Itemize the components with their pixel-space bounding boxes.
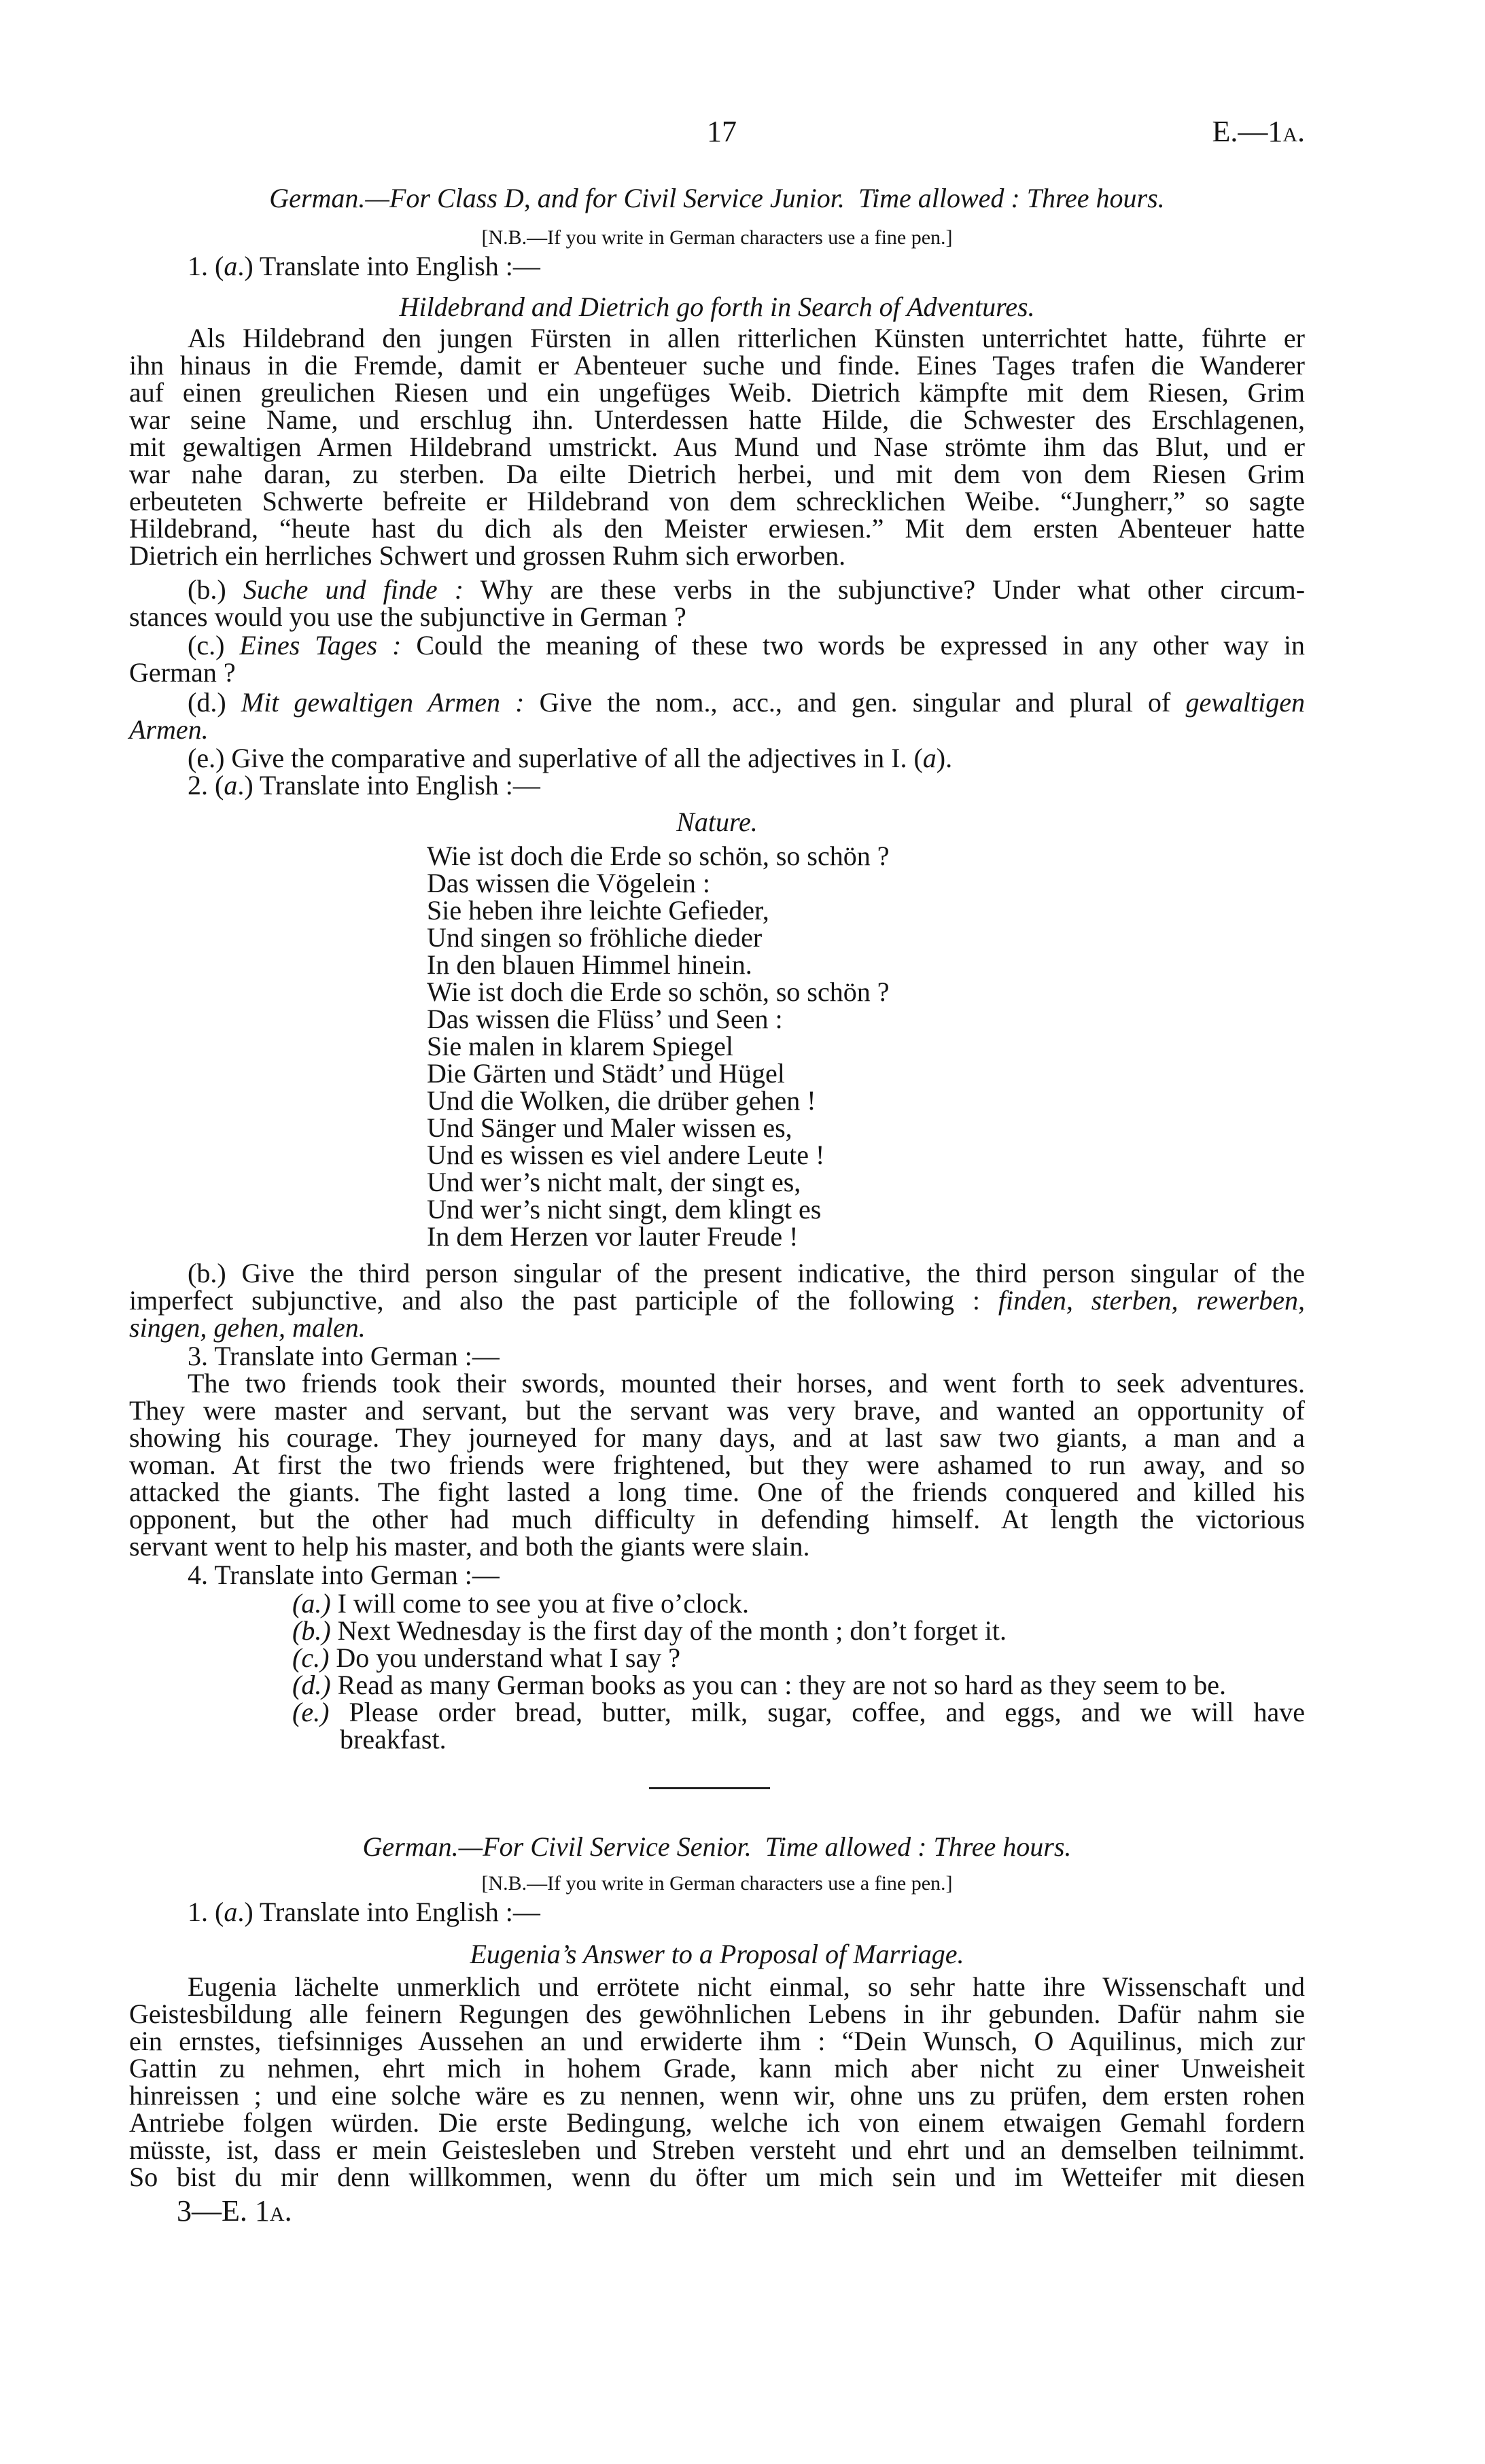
senior-passage-line: hinreissen ; und eine solche wäre es zu nennen, wenn wir, ohne uns zu prüfen, dem ersten rohen [129, 2080, 1305, 2111]
poem-line: Und wer’s nicht malt, der singt es, [427, 1167, 801, 1197]
senior-dash: — [458, 1831, 483, 1862]
poem-line: Sie malen in klarem Spiegel [427, 1031, 733, 1061]
junior-q1a-text: .) Translate into English :— [237, 251, 540, 281]
junior-class: For Class D, and for Civil Service Junior. [389, 183, 845, 213]
junior-q1c [188, 632, 1305, 659]
junior-q1e-letter: a [922, 743, 937, 773]
junior-q3-line: woman. At first the two friends were frightened, but they were ashamed to run away, and so [129, 1449, 1305, 1480]
senior-time-allowed: Time allowed : Three hours. [765, 1831, 1072, 1862]
junior-q1d-cont: Armen. [129, 714, 209, 745]
printer-signature [177, 2194, 292, 2228]
junior-q1e-text: Give the comparative and superlative of all the adjectives in I. ( [231, 743, 923, 773]
junior-q4-item-text: Read as many German books as you can : they are not so hard as they seem to be. [337, 1670, 1227, 1700]
junior-passage-line: war nahe daran, zu sterben. Da eilte Dietrich herbei, und mit dem von dem Riesen Grim [129, 459, 1305, 489]
junior-q2a-letter: a [224, 770, 238, 800]
junior-q4-item-label: (e.) [292, 1697, 330, 1727]
junior-q3-line: The two friends took their swords, mounted their horses, and went forth to seek adventures. [188, 1368, 1305, 1398]
senior-passage-line: Gattin zu nehmen, ehrt mich in hohem Grade, kann mich aber nicht zu einer Unweisheit [129, 2053, 1305, 2083]
page-reference-text: E.—1 [1212, 115, 1283, 148]
junior-q1d [188, 689, 1305, 716]
junior-q1b-cont: stances would you use the subjunctive in German ? [129, 601, 686, 632]
junior-q2a-text: .) Translate into English :— [237, 770, 540, 800]
junior-passage-line: Dietrich ein herrliches Schwert und grossen Ruhm sich erworben. [129, 540, 846, 571]
junior-q4-item [292, 1617, 1007, 1644]
junior-q3-heading: 3. Translate into German :— [188, 1341, 500, 1371]
junior-q1b [188, 576, 1305, 603]
poem-line: Und singen so fröhliche dieder [427, 922, 763, 953]
junior-q4-item [292, 1644, 680, 1672]
junior-q1b-label: (b.) [188, 574, 226, 605]
printer-signature-text: 3—E. 1 [177, 2194, 270, 2228]
printer-signature-end: . [284, 2194, 292, 2228]
junior-q2b-line2-italic: finden, sterben, rewerben, [998, 1285, 1306, 1316]
junior-q4-item-label: (d.) [292, 1670, 331, 1700]
poem-line: Das wissen die Flüss’ und Seen : [427, 1004, 783, 1034]
senior-passage-line: Antriebe folgen würden. Die erste Bedingung, welche ich von einem etwaigen Gemahl fordern [129, 2107, 1305, 2138]
poem-line: In dem Herzen vor lauter Freude ! [427, 1221, 799, 1252]
senior-exam-heading [129, 1833, 1305, 1861]
junior-q2a [188, 772, 540, 799]
junior-q4-heading: 4. Translate into German :— [188, 1560, 500, 1590]
senior-class: For Civil Service Senior. [483, 1831, 752, 1862]
junior-q1b-text: Why are these verbs in the subjunctive? Under what other circum- [480, 574, 1306, 605]
senior-passage-line: müsste, ist, dass er mein Geistesleben und Streben versteht und ehrt und an demselben teilnimmt. [129, 2134, 1305, 2165]
page-reference-suffix: A [1282, 124, 1297, 146]
poem-line: In den blauen Himmel hinein. [427, 949, 752, 980]
junior-q1e [188, 745, 952, 772]
junior-passage-title: Hildebrand and Dietrich go forth in Search of Adventures. [399, 292, 1035, 322]
junior-q4e-cont: breakfast. [340, 1724, 447, 1755]
junior-passage-line: auf einen greulichen Riesen und ein ungefüges Weib. Dietrich kämpfte mit dem Riesen, Grim [129, 377, 1305, 408]
poem-line: Und es wissen es viel andere Leute ! [427, 1140, 825, 1170]
senior-passage-line: ein ernstes, tiefsinniges Aussehen an und erwiderte ihm : “Dein Wunsch, O Aquilinus, mich zur [129, 2026, 1305, 2056]
junior-q4-item [292, 1672, 1226, 1699]
senior-nb-note: [N.B.—If you write in German characters use a fine pen.] [481, 1872, 953, 1895]
junior-q1b-italic: Suche und finde : [243, 574, 464, 605]
senior-q1a-num: 1. ( [188, 1897, 224, 1927]
junior-q4-item [292, 1699, 1305, 1726]
poem-line: Und wer’s nicht singt, dem klingt es [427, 1194, 822, 1225]
junior-q4-item-text: Next Wednesday is the first day of the month ; don’t forget it. [337, 1615, 1007, 1646]
poem-line: Und Sänger und Maler wissen es, [427, 1112, 792, 1143]
junior-q1d-label: (d.) [188, 687, 226, 718]
junior-subject: German. [269, 183, 366, 213]
junior-passage-line: ihn hinaus in die Fremde, damit er Abenteuer suche und finde. Eines Tages trafen die Wanderer [129, 350, 1305, 381]
poem-line: Die Gärten und Städt’ und Hügel [427, 1058, 785, 1089]
junior-q3-line: They were master and servant, but the servant was very brave, and wanted an opportunity of [129, 1395, 1305, 1426]
section-divider [649, 1787, 770, 1789]
junior-q2a-num: 2. ( [188, 770, 224, 800]
junior-dash: — [365, 183, 389, 213]
junior-q1e-label: (e.) [188, 743, 225, 773]
poem-line: Wie ist doch die Erde so schön, so schön ? [427, 841, 890, 871]
junior-q2b-label: (b.) [188, 1258, 226, 1288]
senior-passage-line: Eugenia lächelte unmerklich und errötete nicht einmal, so sehr hatte ihre Wissenschaft und [188, 1971, 1305, 2002]
junior-nb-note: [N.B.—If you write in German characters use a fine pen.] [481, 226, 953, 249]
junior-passage-line: erbeuteten Schwerte befreite er Hildebrand von dem schrecklichen Weibe. “Jungherr,” so sagte [129, 486, 1305, 516]
page-number: 17 [707, 115, 737, 148]
junior-q1a-num: 1. ( [188, 251, 224, 281]
junior-q2b-line1: Give the third person singular of the present indicative, the third person singular of the [241, 1258, 1305, 1288]
junior-passage-line: Hildebrand, “heute hast du dich als den Meister erwiesen.” Mit dem ersten Abenteuer hatte [129, 513, 1305, 544]
junior-q2b-line2 [129, 1287, 1305, 1314]
junior-q1d-italic: Mit gewaltigen Armen : [241, 687, 525, 718]
junior-q1c-label: (c.) [188, 630, 225, 661]
senior-q1a-text: .) Translate into English :— [237, 1897, 540, 1927]
junior-q4-item [292, 1590, 749, 1617]
page-reference [1203, 115, 1305, 149]
junior-q3-line: showing his courage. They journeyed for many days, and at last saw two giants, a man and a [129, 1422, 1305, 1453]
senior-passage-line: So bist du mir denn willkommen, wenn du öfter um mich sein und im Wetteifer mit diesen [129, 2162, 1305, 2192]
poem-line: Das wissen die Vögelein : [427, 868, 710, 898]
junior-q1c-text: Could the meaning of these two words be expressed in any other way in [416, 630, 1306, 661]
junior-q1c-italic: Eines Tages : [239, 630, 402, 661]
junior-time-allowed: Time allowed : Three hours. [858, 183, 1165, 213]
junior-q1d-italic2: gewaltigen [1185, 687, 1306, 718]
junior-q4-item-text: I will come to see you at five o’clock. [337, 1588, 749, 1619]
printer-signature-suffix: A [269, 2203, 285, 2225]
poem-line: Sie heben ihre leichte Gefieder, [427, 895, 769, 926]
senior-subject: German. [362, 1831, 459, 1862]
junior-q3-line: opponent, but the other had much difficulty in defending himself. At length the victorious [129, 1504, 1305, 1534]
junior-exam-heading [129, 185, 1305, 212]
junior-passage-line: war seine Name, und erschlug ihn. Unterdessen hatte Hilde, die Schwester des Erschlagenen, [129, 404, 1305, 435]
junior-q2b-line3: singen, gehen, malen. [129, 1312, 366, 1343]
junior-poem-title: Nature. [676, 807, 758, 837]
junior-q2b-line2-text: imperfect subjunctive, and also the past participle of the following : [129, 1285, 980, 1316]
page-reference-end: . [1297, 115, 1305, 148]
senior-passage-line: Geistesbildung alle feinern Regungen des gewöhnlichen Lebens in ihr gebunden. Dafür nahm sie [129, 1999, 1305, 2029]
junior-q4-item-label: (b.) [292, 1615, 331, 1646]
junior-q4-item-label: (a.) [292, 1588, 331, 1619]
poem-line: Und die Wolken, die drüber gehen ! [427, 1085, 816, 1116]
junior-q1a-letter: a [224, 251, 238, 281]
junior-passage-line: mit gewaltigen Armen Hildebrand umstrickt. Aus Mund und Nase strömte ihm das Blut, und er [129, 432, 1305, 462]
junior-q1e-end: ). [936, 743, 953, 773]
junior-q4-item-text: Do you understand what I say ? [336, 1642, 680, 1673]
junior-q3-line: attacked the giants. The fight lasted a long time. One of the friends conquered and killed his [129, 1477, 1305, 1507]
junior-q2b [188, 1260, 1305, 1287]
poem-line: Wie ist doch die Erde so schön, so schön ? [427, 976, 890, 1007]
junior-q3-line: servant went to help his master, and both the giants were slain. [129, 1531, 810, 1562]
junior-q4-item-label: (c.) [292, 1642, 330, 1673]
senior-q1a-letter: a [224, 1897, 238, 1927]
senior-q1a [188, 1899, 540, 1926]
junior-passage-line: Als Hildebrand den jungen Fürsten in allen ritterlichen Künsten unterrichtet hatte, führte er [188, 323, 1305, 353]
senior-passage-title: Eugenia’s Answer to a Proposal of Marriage. [470, 1939, 964, 1969]
junior-q1d-text: Give the nom., acc., and gen. singular and plural of [539, 687, 1171, 718]
junior-q1a [188, 253, 540, 280]
junior-q4-item-text: Please order bread, butter, milk, sugar, coffee, and eggs, and we will have [349, 1697, 1306, 1727]
junior-q1c-cont: German ? [129, 657, 236, 688]
